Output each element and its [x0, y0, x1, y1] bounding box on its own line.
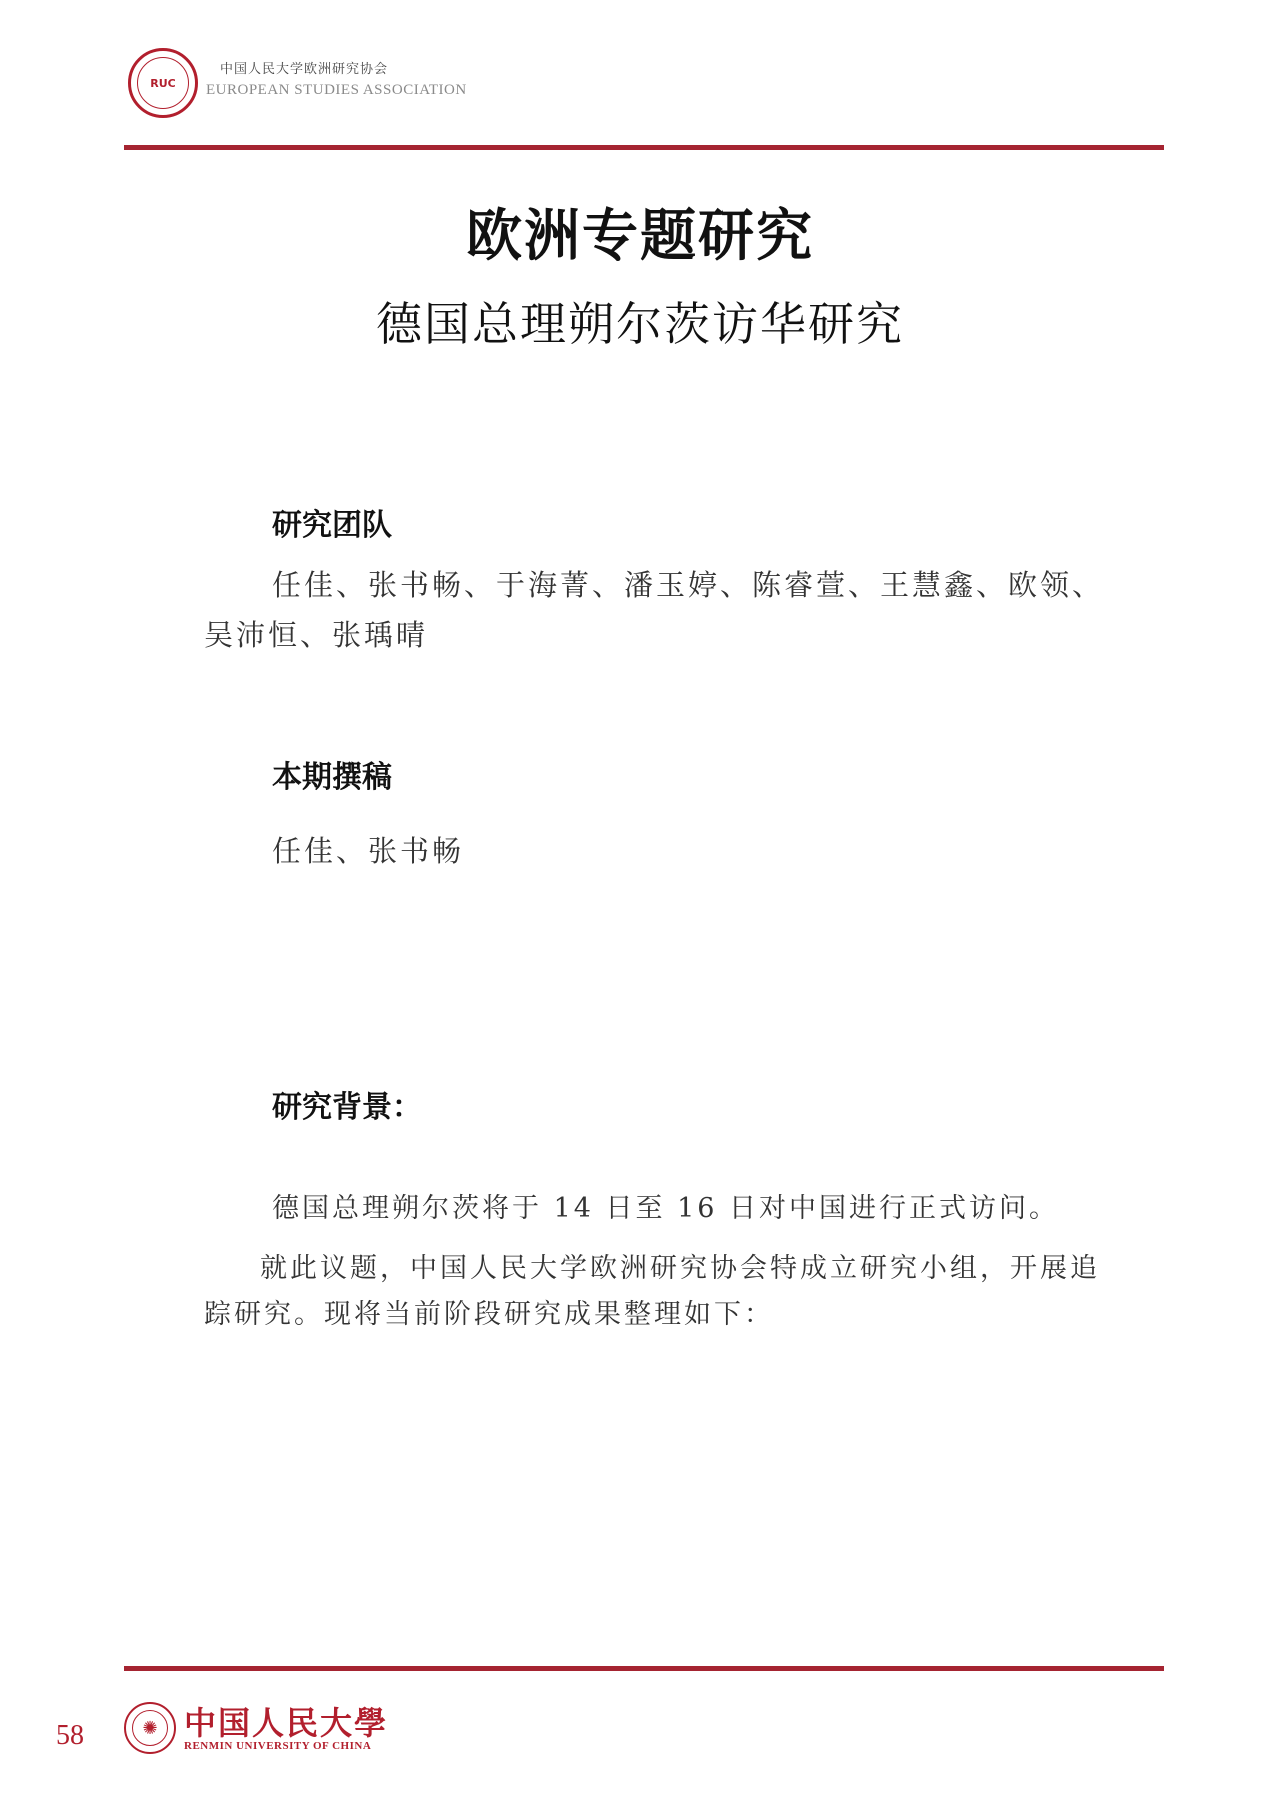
header-org-en: EUROPEAN STUDIES ASSOCIATION: [206, 82, 467, 98]
background-para-2: 就此议题，中国人民大学欧洲研究协会特成立研究小组，开展追踪研究。现将当前阶段研究成果整理如下：: [204, 1253, 1100, 1330]
authors-names: 任佳、张书畅: [272, 834, 465, 868]
background-heading: 研究背景：: [272, 1090, 422, 1125]
seal-glyph: ✺: [132, 1710, 168, 1746]
header-divider: [124, 145, 1164, 150]
renmin-seal-icon: [124, 1702, 176, 1754]
page-title: 欧洲专题研究: [466, 204, 814, 269]
team-heading: 研究团队: [272, 508, 392, 543]
page-header: [128, 48, 588, 118]
page-subtitle: 德国总理朔尔茨访华研究: [376, 297, 904, 351]
page-number: 58: [56, 1720, 84, 1751]
footer-university-en: RENMIN UNIVERSITY OF CHINA: [184, 1740, 372, 1752]
footer-university-cn: 中国人民大學: [184, 1704, 389, 1742]
team-members: 任佳、张书畅、于海菁、潘玉婷、陈睿萱、王慧鑫、欧领、吴沛恒、张瑀晴: [204, 568, 1105, 652]
footer-divider: [124, 1666, 1164, 1671]
ruc-seal-icon: [128, 48, 198, 118]
background-para-1: 德国总理朔尔茨将于 14 日至 16 日对中国进行正式访问。: [272, 1193, 1060, 1224]
authors-heading: 本期撰稿: [272, 760, 392, 795]
header-org-cn: 中国人民大学欧洲研究协会: [220, 62, 389, 77]
seal-text: RUC: [137, 57, 189, 109]
